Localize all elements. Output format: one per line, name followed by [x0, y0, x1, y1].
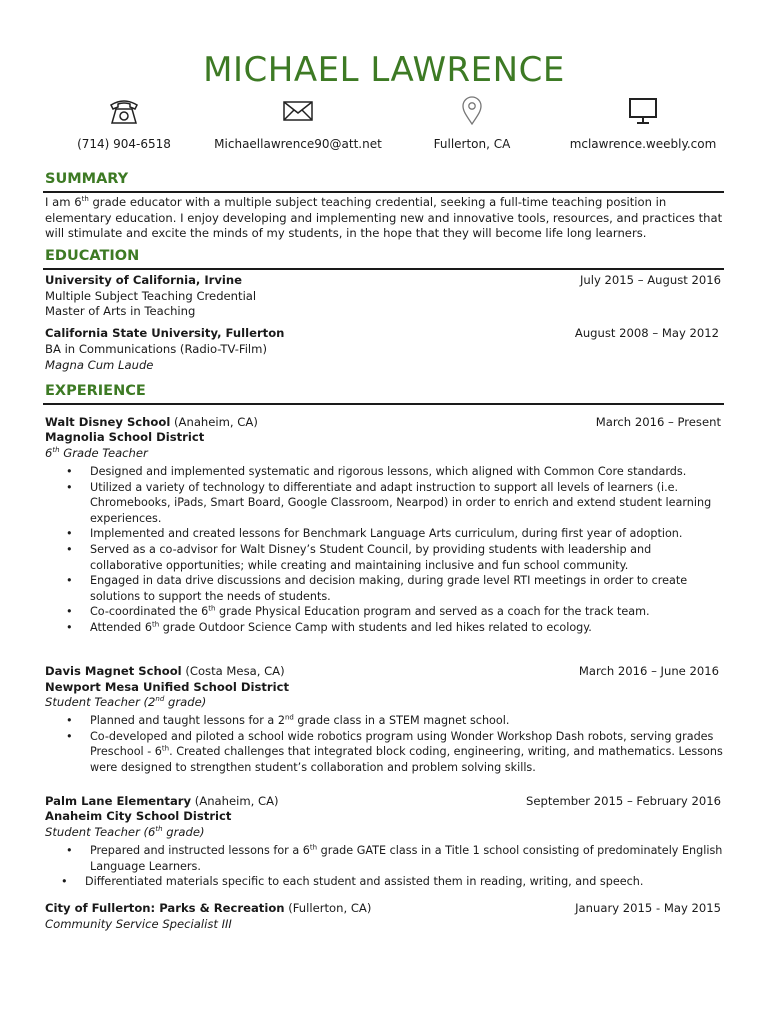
job3-bullets — [64, 843, 724, 890]
job1-role: 6th Grade Teacher — [45, 446, 148, 460]
job2-role: Student Teacher (2nd grade) — [45, 695, 207, 709]
edu-line-1b: Master of Arts in Teaching — [45, 304, 196, 318]
contact-website[interactable] — [533, 96, 753, 152]
job3-dates: September 2015 – February 2016 — [525, 794, 721, 808]
list-item: • Planned and taught lessons for a 2nd grade class in a STEM magnet school. — [64, 713, 724, 729]
job2-bullets — [64, 713, 724, 775]
list-item: • Served as a co-advisor for Walt Disney’s Student Council, by providing students with leadership and collaborative opportunities; while creating and maintaining inclusive and fun school community. — [64, 542, 724, 573]
job1-bullets — [64, 464, 724, 636]
list-item: • Attended 6th grade Outdoor Science Camp with students and led hikes related to ecology. — [64, 620, 724, 636]
contact-location-text: Fullerton, CA — [433, 137, 511, 151]
education-divider — [43, 268, 724, 270]
list-item: • Designed and implemented systematic and rigorous lessons, which aligned with Common Core standards. — [64, 464, 724, 480]
edu-dates-2: August 2008 – May 2012 — [574, 326, 719, 340]
job3-role: Student Teacher (6th grade) — [45, 825, 205, 839]
list-item: • Engaged in data drive discussions and decision making, during grade level RTI meetings in order to create solutions to support the needs of students. — [64, 573, 724, 604]
list-item: • Implemented and created lessons for Benchmark Language Arts curriculum, during first year of adoption. — [64, 526, 724, 542]
summary-divider — [43, 191, 724, 193]
job1-dates: March 2016 – Present — [595, 415, 721, 429]
list-item: • Differentiated materials specific to each student and assisted them in reading, writing, and speech. — [59, 874, 719, 890]
monitor-icon — [533, 96, 753, 126]
job4-employer-line: City of Fullerton: Parks & Recreation (Fullerton, CA) — [45, 901, 372, 915]
experience-divider — [43, 403, 724, 405]
contact-website-text[interactable]: mclawrence.weebly.com — [569, 137, 717, 151]
edu-school-1: University of California, Irvine — [45, 273, 243, 287]
job1-employer-line: Walt Disney School (Anaheim, CA) — [45, 415, 258, 429]
job3-district: Anaheim City School District — [45, 809, 232, 823]
experience-heading: EXPERIENCE — [45, 383, 146, 399]
edu-school-2: California State University, Fullerton — [45, 326, 285, 340]
list-item: • Co-coordinated the 6th grade Physical Education program and served as a coach for the track team. — [64, 604, 724, 620]
job4-dates: January 2015 - May 2015 — [575, 901, 721, 915]
education-heading: EDUCATION — [45, 248, 140, 264]
edu-line-2b: Magna Cum Laude — [45, 358, 154, 372]
list-item: • Utilized a variety of technology to differentiate and adapt instruction to support all levels of learners (i.e. Chromebooks, iPads, Smart Board, Google Classroom, Nearpod) in order to enrich and extend student learning experiences. — [64, 480, 724, 527]
contact-phone-text: (714) 904-6518 — [77, 137, 171, 151]
job1-district: Magnolia School District — [45, 430, 205, 444]
summary-text: I am 6th grade educator with a multiple subject teaching credential, seeking a full-time teaching position in elementary education. I enjoy developing and implementing new and innovative tools, resources, and practices that will stimulate and excite the minds of my students, in the hope that they will become life long learners. — [45, 195, 723, 241]
job2-employer-line: Davis Magnet School (Costa Mesa, CA) — [45, 664, 285, 678]
edu-dates-1: July 2015 – August 2016 — [580, 273, 721, 287]
job2-dates: March 2016 – June 2016 — [578, 664, 719, 678]
list-item: • Prepared and instructed lessons for a 6th grade GATE class in a Title 1 school consisting of predominately English Language Learners. — [64, 843, 724, 874]
edu-line-1a: Multiple Subject Teaching Credential — [45, 289, 257, 303]
job3-employer-line: Palm Lane Elementary (Anaheim, CA) — [45, 794, 279, 808]
job2-district: Newport Mesa Unified School District — [45, 680, 289, 694]
edu-line-2a: BA in Communications (Radio-TV-Film) — [45, 342, 267, 356]
candidate-name: MICHAEL LAWRENCE — [203, 50, 565, 90]
summary-heading: SUMMARY — [45, 171, 129, 187]
job4-role: Community Service Specialist III — [45, 917, 232, 931]
contact-email-text[interactable]: Michaellawrence90@att.net — [214, 137, 382, 151]
list-item: • Co-developed and piloted a school wide robotics program using Wonder Workshop Dash robots, serving grades Preschool - 6th. Created challenges that integrated block coding, engineering, writing, and mathematics. Lessons were designed to strengthen student’s collaboration and problem solving skills. — [64, 729, 724, 776]
